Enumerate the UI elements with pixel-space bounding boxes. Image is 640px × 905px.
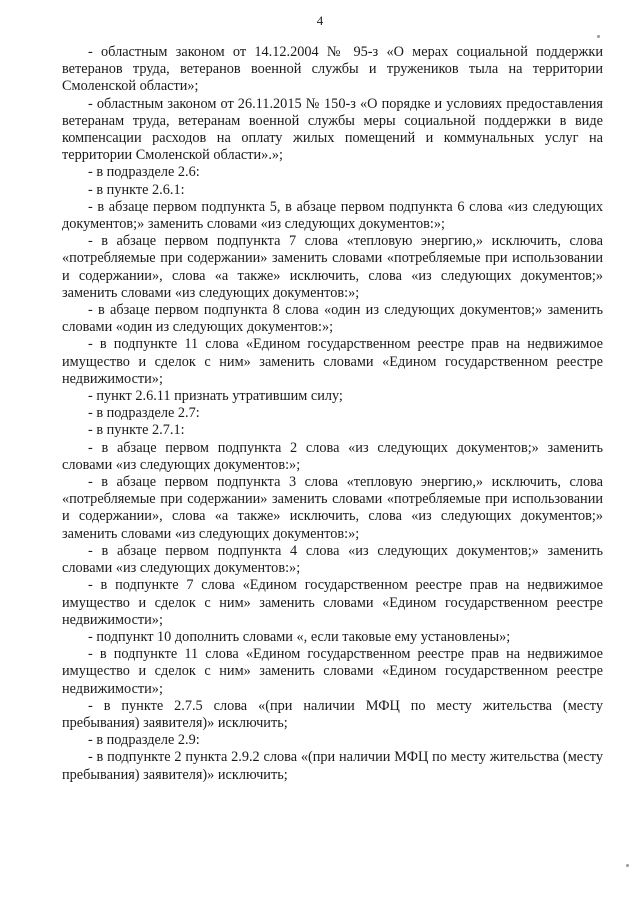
paragraph: - подпункт 10 дополнить словами «, если таковые ему установлены»; <box>88 628 511 645</box>
paragraph: - в подразделе 2.7: <box>88 405 200 422</box>
paragraph: - в абзаце первом подпункта 4 слова «из следующих документов;» заменить словами «из следующих документов:»; <box>62 542 603 577</box>
paragraph: - в пункте 2.6.1: <box>88 181 185 198</box>
page-number: 4 <box>316 13 324 28</box>
document-body <box>62 44 603 784</box>
paragraph: - пункт 2.6.11 признать утратившим силу; <box>88 388 343 405</box>
paragraph: - в подпункте 2 пункта 2.9.2 слова «(при наличии МФЦ по месту жительства (месту пребывания) заявителя)» исключить; <box>62 749 603 783</box>
scan-dot <box>626 864 629 867</box>
paragraph: - в подпункте 7 слова «Едином государственном реестре прав на недвижимое имущество и сделок с ним» заменить словами «Едином государственном реестре недвижимости»; <box>62 577 603 628</box>
paragraph: - в подразделе 2.6: <box>88 164 200 181</box>
paragraph: - в абзаце первом подпункта 2 слова «из следующих документов;» заменить словами «из следующих документов:»; <box>62 439 603 473</box>
paragraph: - областным законом от 14.12.2004 № 95-з «О мерах социальной поддержки ветеранов труда, ветеранов военной службы и тружеников тыла на территории Смоленской области»; <box>62 44 603 95</box>
paragraph: - в пункте 2.7.5 слова «(при наличии МФЦ по месту жительства (месту пребывания) заявителя)» исключить; <box>62 697 603 731</box>
paragraph: - в подпункте 11 слова «Едином государственном реестре прав на недвижимое имущество и сделок с ним» заменить словами «Едином государственном реестре недвижимости»; <box>62 646 603 697</box>
paragraph: - в подразделе 2.9: <box>88 732 200 749</box>
paragraph: - в абзаце первом подпункта 8 слова «один из следующих документов;» заменить словами «один из следующих документов:»; <box>62 302 603 336</box>
paragraph: - в абзаце первом подпункта 3 слова «тепловую энергию,» исключить, слова «потребляемые при содержании» заменить словами «потребляемые при использовании и содержании», слова «а также» исключить, слова «из следующих документов;» заменить словами «из следующих документов:»; <box>62 474 603 542</box>
scan-dot <box>597 35 600 38</box>
paragraph: - в пункте 2.7.1: <box>88 422 185 439</box>
paragraph: - в подпункте 11 слова «Едином государственном реестре прав на недвижимое имущество и сделок с ним» заменить словами «Едином государственном реестре недвижимости»; <box>62 336 603 387</box>
paragraph: - областным законом от 26.11.2015 № 150-з «О порядке и условиях предоставления ветеранам труда, ветеранам военной службы меры социальной поддержки в виде компенсации расходов на оплату жилых помещений и коммунальных услуг на территории Смоленской области».»; <box>62 95 603 164</box>
paragraph: - в абзаце первом подпункта 5, в абзаце первом подпункта 6 слова «из следующих документов;» заменить словами «из следующих документов:»; <box>62 198 603 233</box>
paragraph: - в абзаце первом подпункта 7 слова «тепловую энергию,» исключить, слова «потребляемые при содержании» заменить словами «потребляемые при использовании и содержании», слова «а также» исключить, слова «из следующих документов;» заменить словами «из следующих документов:»; <box>62 233 603 301</box>
